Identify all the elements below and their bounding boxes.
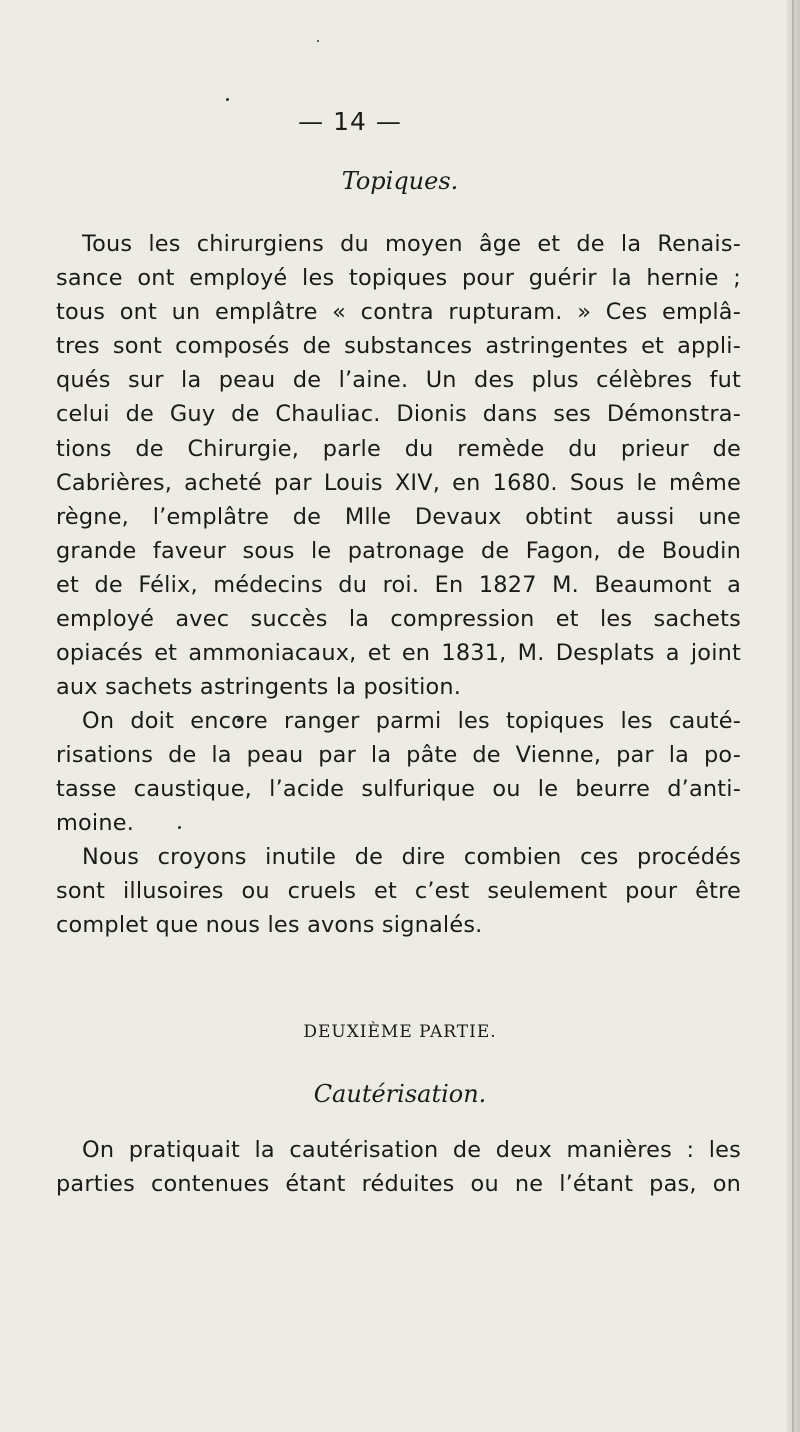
paragraph-conclusion <box>56 840 741 942</box>
text-line: On pratiquait la cautérisation de deux manières : les <box>82 1137 741 1163</box>
paper-speck <box>226 98 229 101</box>
paper-speck <box>317 40 319 42</box>
text-line: sance ont employé les topiques pour guérir la hernie ; <box>56 265 741 292</box>
section-title-topiques: Topiques. <box>341 167 459 195</box>
text-line: grande faveur sous le patronage de Fagon, de Boudin <box>56 537 741 564</box>
section-title-cauterisation: Cautérisation. <box>313 1080 487 1108</box>
text-line: tous ont un emplâtre « contra rupturam. » Ces emplâ- <box>56 299 741 326</box>
text-line: moine. <box>56 810 135 837</box>
text-line: complet que nous les avons signalés. <box>56 912 483 939</box>
page-edge-line <box>792 0 794 1432</box>
text-line: tions de Chirurgie, parle du remède du prieur de <box>56 435 741 462</box>
text-line: parties contenues étant réduites ou ne l’étant pas, on <box>56 1171 741 1198</box>
text-line: sont illusoires ou cruels et c’est seulement pour être <box>56 878 741 905</box>
part-heading: DEUXIÈME PARTIE. <box>303 1022 497 1042</box>
text-line: Cabrières, acheté par Louis XIV, en 1680. Sous le même <box>56 469 741 496</box>
paragraph-topiques-history <box>56 227 741 704</box>
text-line: risations de la peau par la pâte de Vienne, par la po- <box>56 742 741 769</box>
text-line: Tous les chirurgiens du moyen âge et de la Renais- <box>82 231 741 257</box>
text-line: opiacés et ammoniacaux, et en 1831, M. Desplats a joint <box>56 640 741 667</box>
text-line: qués sur la peau de l’aine. Un des plus célèbres fut <box>56 367 741 394</box>
text-line: employé avec succès la compression et les sachets <box>56 606 741 633</box>
page-number: — 14 — <box>298 107 402 136</box>
text-line: Nous croyons inutile de dire combien ces procédés <box>82 844 741 870</box>
text-line: On doit encore ranger parmi les topiques les cauté- <box>82 708 741 734</box>
text-line: et de Félix, médecins du roi. En 1827 M. Beaumont a <box>56 571 741 598</box>
text-line: celui de Guy de Chauliac. Dionis dans ses Démonstra- <box>56 401 741 428</box>
paragraph-cauterisation-methods <box>56 1133 741 1201</box>
text-line: aux sachets astringents la position. <box>56 674 462 701</box>
paragraph-cauterisations-cutanees <box>56 704 741 840</box>
text-line: règne, l’emplâtre de Mlle Devaux obtint aussi une <box>56 503 741 530</box>
text-line: tres sont composés de substances astringentes et appli- <box>56 333 741 360</box>
text-line: tasse caustique, l’acide sulfurique ou le beurre d’anti- <box>56 776 741 803</box>
